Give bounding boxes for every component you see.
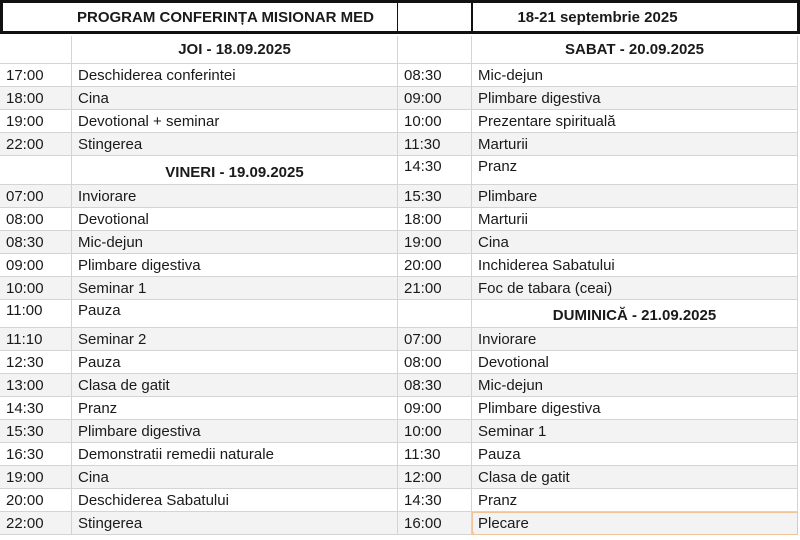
- time-cell[interactable]: 10:00: [0, 277, 72, 300]
- activity-cell[interactable]: Pranz: [472, 156, 798, 185]
- activity-cell[interactable]: Pauza: [72, 351, 398, 374]
- time-cell[interactable]: 09:00: [398, 397, 472, 420]
- empty-cell[interactable]: [0, 156, 72, 185]
- activity-cell[interactable]: Plimbare: [472, 185, 798, 208]
- activity-cell[interactable]: Mic-dejun: [472, 64, 798, 87]
- activity-cell[interactable]: Deschiderea Sabatului: [72, 489, 398, 512]
- table-row: [0, 185, 800, 208]
- activity-cell[interactable]: Seminar 1: [72, 277, 398, 300]
- day-header-joi[interactable]: [72, 36, 398, 64]
- table-row: [0, 277, 800, 300]
- time-cell[interactable]: 12:30: [0, 351, 72, 374]
- time-cell[interactable]: 11:30: [398, 443, 472, 466]
- empty-cell[interactable]: [398, 300, 472, 328]
- activity-cell[interactable]: Clasa de gatit: [72, 374, 398, 397]
- activity-cell[interactable]: Pranz: [472, 489, 798, 512]
- activity-text: Plecare: [478, 514, 529, 532]
- time-cell[interactable]: 15:30: [398, 185, 472, 208]
- table-row: [0, 300, 800, 328]
- activity-cell[interactable]: Devotional + seminar: [72, 110, 398, 133]
- day-label: DUMINICĂ - 21.09.2025: [552, 307, 717, 324]
- time-cell[interactable]: 10:00: [398, 110, 472, 133]
- time-cell[interactable]: 08:30: [398, 374, 472, 397]
- time-cell[interactable]: 11:00: [0, 300, 72, 328]
- day-label: JOI - 18.09.2025: [178, 41, 291, 58]
- time-cell[interactable]: 17:00: [0, 64, 72, 87]
- time-cell[interactable]: 20:00: [0, 489, 72, 512]
- time-cell[interactable]: 14:30: [398, 489, 472, 512]
- day-header-sabat[interactable]: [472, 36, 798, 64]
- fill-handle[interactable]: [472, 532, 474, 535]
- time-cell[interactable]: 07:00: [0, 185, 72, 208]
- table-row: [0, 466, 800, 489]
- table-row: [0, 328, 800, 351]
- table-row: [0, 156, 800, 185]
- time-cell[interactable]: 08:00: [398, 351, 472, 374]
- time-cell[interactable]: 11:10: [0, 328, 72, 351]
- activity-cell[interactable]: Cina: [72, 87, 398, 110]
- conference-dates: 18-21 septembrie 2025: [517, 8, 678, 26]
- table-row: [0, 64, 800, 87]
- table-row: [0, 397, 800, 420]
- activity-cell[interactable]: Plimbare digestiva: [72, 254, 398, 277]
- time-cell[interactable]: 14:30: [398, 156, 472, 185]
- activity-cell[interactable]: Stingerea: [72, 133, 398, 156]
- activity-cell[interactable]: Pranz: [72, 397, 398, 420]
- program-title: PROGRAM CONFERINȚA MISIONAR MED: [77, 8, 374, 26]
- time-cell[interactable]: 08:30: [0, 231, 72, 254]
- time-cell[interactable]: 16:00: [398, 512, 472, 535]
- empty-cell[interactable]: [398, 36, 472, 64]
- dates-cell[interactable]: [398, 0, 800, 34]
- day-header-vineri[interactable]: [72, 156, 398, 185]
- table-row: [0, 420, 800, 443]
- activity-cell[interactable]: Marturii: [472, 133, 798, 156]
- table-row: [0, 512, 800, 535]
- activity-cell[interactable]: Seminar 2: [72, 328, 398, 351]
- table-row: [0, 374, 800, 397]
- activity-cell[interactable]: Deschiderea conferintei: [72, 64, 398, 87]
- activity-cell[interactable]: Inviorare: [472, 328, 798, 351]
- activity-cell[interactable]: Inviorare: [72, 185, 398, 208]
- title-cell[interactable]: [0, 0, 398, 34]
- time-cell[interactable]: 08:00: [0, 208, 72, 231]
- time-cell[interactable]: 11:30: [398, 133, 472, 156]
- time-cell[interactable]: 18:00: [0, 87, 72, 110]
- time-cell[interactable]: 07:00: [398, 328, 472, 351]
- time-cell[interactable]: 14:30: [0, 397, 72, 420]
- activity-cell[interactable]: Demonstratii remedii naturale: [72, 443, 398, 466]
- day-label: VINERI - 19.09.2025: [165, 164, 304, 181]
- activity-cell[interactable]: Stingerea: [72, 512, 398, 535]
- time-cell[interactable]: 19:00: [0, 466, 72, 489]
- time-cell[interactable]: 22:00: [0, 133, 72, 156]
- table-row: [0, 208, 800, 231]
- time-cell[interactable]: 08:30: [398, 64, 472, 87]
- table-row: [0, 231, 800, 254]
- time-cell[interactable]: 21:00: [398, 277, 472, 300]
- time-cell[interactable]: 20:00: [398, 254, 472, 277]
- activity-cell[interactable]: Inchiderea Sabatului: [472, 254, 798, 277]
- time-cell[interactable]: 12:00: [398, 466, 472, 489]
- time-cell[interactable]: 13:00: [0, 374, 72, 397]
- activity-cell[interactable]: Mic-dejun: [72, 231, 398, 254]
- time-cell[interactable]: 09:00: [398, 87, 472, 110]
- time-cell[interactable]: 10:00: [398, 420, 472, 443]
- activity-cell[interactable]: Clasa de gatit: [472, 466, 798, 489]
- day-label: SABAT - 20.09.2025: [565, 41, 704, 58]
- table-row: [0, 133, 800, 156]
- activity-cell[interactable]: Mic-dejun: [472, 374, 798, 397]
- table-row: [0, 443, 800, 466]
- table-row: [0, 351, 800, 374]
- day-header-duminica[interactable]: [472, 300, 798, 328]
- time-cell[interactable]: 19:00: [398, 231, 472, 254]
- time-cell[interactable]: 15:30: [0, 420, 72, 443]
- time-cell[interactable]: 09:00: [0, 254, 72, 277]
- activity-cell[interactable]: Foc de tabara (ceai): [472, 277, 798, 300]
- activity-cell[interactable]: Seminar 1: [472, 420, 798, 443]
- activity-cell[interactable]: Cina: [72, 466, 398, 489]
- time-cell[interactable]: 19:00: [0, 110, 72, 133]
- time-cell[interactable]: 22:00: [0, 512, 72, 535]
- activity-cell[interactable]: Pauza: [72, 300, 398, 328]
- activity-cell[interactable]: Pauza: [472, 443, 798, 466]
- activity-cell[interactable]: Marturii: [472, 208, 798, 231]
- activity-cell[interactable]: Devotional: [472, 351, 798, 374]
- table-row: [0, 110, 800, 133]
- activity-cell[interactable]: Devotional: [72, 208, 398, 231]
- selected-activity-cell[interactable]: [472, 512, 798, 535]
- table-row: [0, 87, 800, 110]
- table-row: [0, 489, 800, 512]
- activity-cell[interactable]: Plimbare digestiva: [472, 397, 798, 420]
- time-cell[interactable]: 16:30: [0, 443, 72, 466]
- title-divider: [471, 2, 473, 33]
- day-header-row: [0, 36, 800, 64]
- table-row: [0, 254, 800, 277]
- activity-cell[interactable]: Prezentare spirituală: [472, 110, 798, 133]
- empty-cell[interactable]: [0, 36, 72, 64]
- activity-cell[interactable]: Cina: [472, 231, 798, 254]
- activity-cell[interactable]: Plimbare digestiva: [472, 87, 798, 110]
- time-cell[interactable]: 18:00: [398, 208, 472, 231]
- activity-cell[interactable]: Plimbare digestiva: [72, 420, 398, 443]
